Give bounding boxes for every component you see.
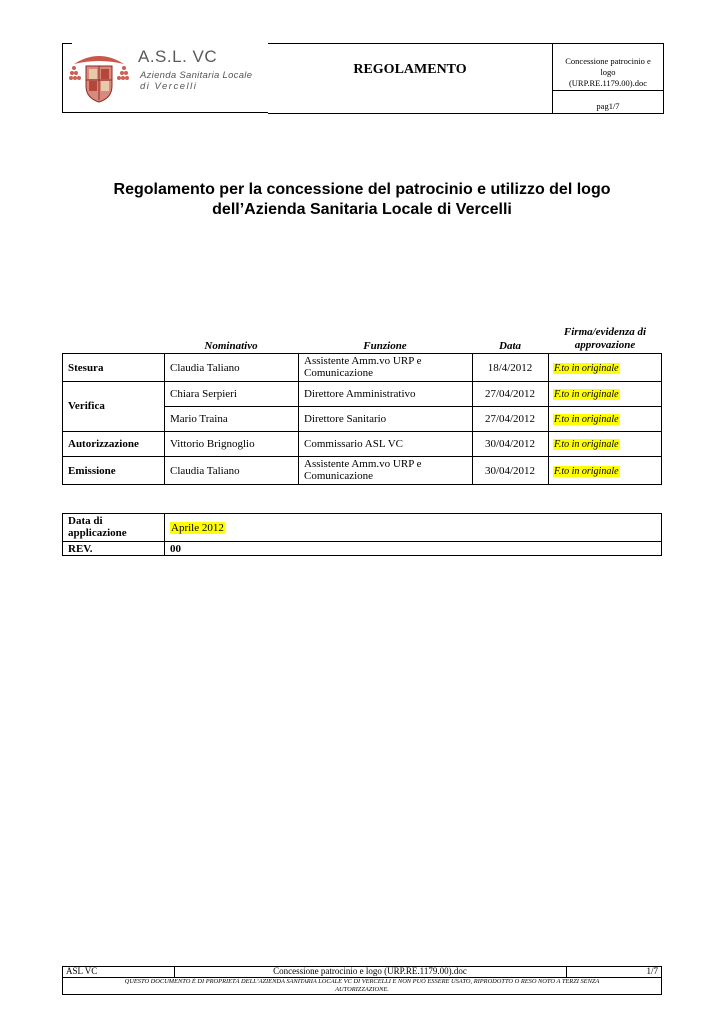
signature-cell	[553, 438, 620, 451]
approval-grid	[62, 353, 662, 485]
signature-highlight: F.to in originale	[554, 414, 619, 425]
doc-filename-line: logo	[600, 67, 616, 77]
doc-info-cell	[552, 43, 664, 114]
function-line: Assistente Amm.vo URP e	[304, 355, 422, 367]
header-firma-line: Firma/evidenza di	[563, 326, 647, 338]
header-funzione: Funzione	[363, 340, 407, 352]
application-date-label	[68, 515, 127, 539]
phase-label: Autorizzazione	[68, 438, 139, 450]
doc-type: REGOLAMENTO	[353, 62, 467, 77]
signature-highlight: F.to in originale	[554, 363, 619, 374]
document-title	[62, 180, 662, 220]
date-cell: 18/4/2012	[487, 362, 533, 374]
application-label-line: Data di	[68, 515, 103, 527]
signature-cell	[553, 413, 620, 426]
disclaimer-line: QUESTO DOCUMENTO È DI PROPRIETÀ DELL’AZIENDA SANITARIA LOCALE VC DI VERCELLI E NON PUÒ ESSERE USATO, RIPRODOTTO O RESO NOTO A TERZI SENZA	[124, 978, 600, 985]
name-cell: Vittorio Brignoglio	[170, 438, 255, 450]
application-date-value	[170, 522, 225, 534]
logo-block	[62, 43, 268, 113]
function-line: Comunicazione	[304, 470, 374, 482]
name-cell: Claudia Taliano	[170, 465, 240, 477]
application-table	[62, 513, 662, 556]
footer-org: ASL VC	[66, 966, 98, 976]
phase-label: Stesura	[68, 362, 104, 374]
date-cell: 30/04/2012	[484, 465, 536, 477]
function-line: Comunicazione	[304, 367, 374, 379]
header-data: Data	[499, 340, 521, 352]
disclaimer-line: AUTORIZZAZIONE.	[335, 986, 389, 993]
signature-cell	[553, 465, 620, 478]
document-header	[62, 43, 662, 113]
logo-subtitle: Azienda Sanitaria Locale	[140, 70, 253, 81]
footer-page: 1/7	[646, 966, 658, 976]
phase-label: Emissione	[68, 465, 116, 477]
signature-highlight: F.to in originale	[554, 439, 619, 450]
footer-disclaimer	[62, 978, 662, 994]
date-cell: 30/04/2012	[484, 438, 536, 450]
name-cell: Mario Traina	[170, 413, 228, 425]
header-firma	[548, 326, 662, 352]
signature-cell	[553, 388, 620, 401]
doc-filename-line: Concessione patrocinio e	[565, 56, 651, 66]
date-cell: 27/04/2012	[484, 413, 536, 425]
revision-label: REV.	[68, 543, 93, 555]
doc-filename	[553, 44, 663, 91]
header-firma-line: approvazione	[574, 339, 636, 351]
title-line: Regolamento per la concessione del patrocinio e utilizzo del logo	[113, 181, 611, 198]
footer-filename: Concessione patrocinio e logo (URP.RE.1179.00).doc	[273, 966, 467, 976]
logo-subtitle-city: di Vercelli	[140, 81, 198, 92]
function-cell	[304, 355, 422, 379]
title-line: dell’Azienda Sanitaria Locale di Vercelli	[212, 201, 512, 218]
phase-label: Verifica	[68, 400, 105, 412]
function-line: Assistente Amm.vo URP e	[304, 458, 422, 470]
document-footer	[62, 966, 662, 995]
date-cell: 27/04/2012	[484, 388, 536, 400]
doc-filename-line: (URP.RE.1179.00).doc	[568, 78, 648, 88]
logo-title: A.S.L. VC	[138, 47, 218, 66]
signature-cell	[553, 362, 620, 375]
function-cell: Commissario ASL VC	[304, 438, 404, 450]
function-cell: Direttore Sanitario	[304, 413, 387, 425]
application-date-highlight: Aprile 2012	[171, 522, 224, 534]
page-indicator: pag1/7	[596, 101, 620, 111]
name-cell: Claudia Taliano	[170, 362, 240, 374]
revision-value: 00	[170, 543, 181, 555]
signature-highlight: F.to in originale	[554, 466, 619, 477]
header-nominativo: Nominativo	[204, 340, 258, 352]
name-cell: Chiara Serpieri	[170, 388, 237, 400]
function-cell	[304, 458, 422, 482]
application-label-line: applicazione	[68, 527, 127, 539]
signature-highlight: F.to in originale	[554, 389, 619, 400]
doc-type-cell	[268, 43, 552, 114]
function-cell: Direttore Amministrativo	[304, 388, 416, 400]
asl-crest-logo	[68, 50, 130, 104]
